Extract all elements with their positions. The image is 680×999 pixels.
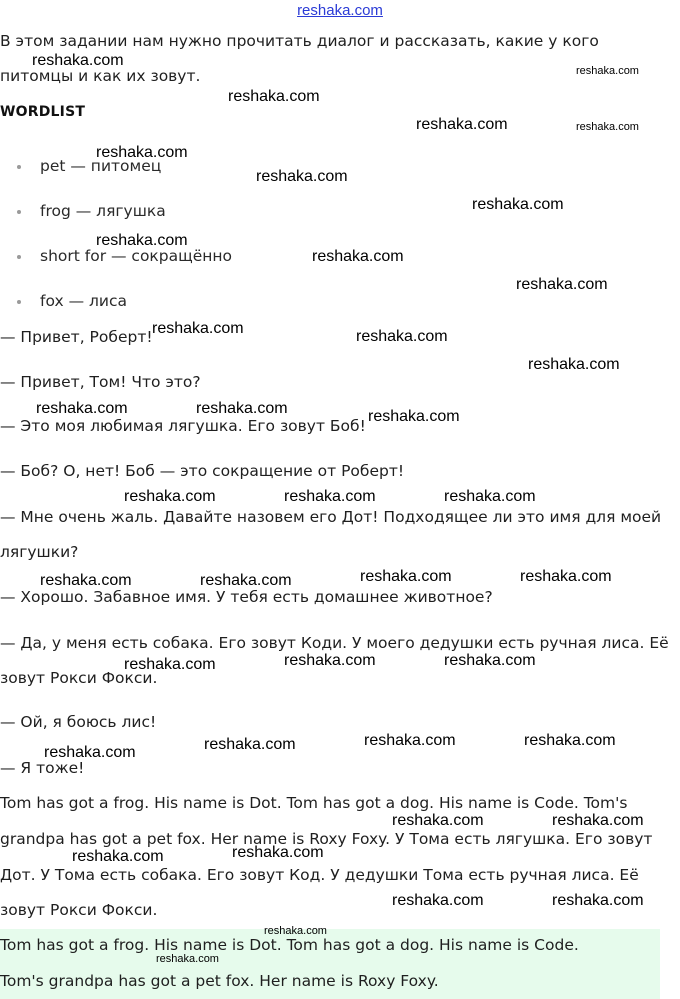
dialogue-line: — Это моя любимая лягушка. Его зовут Боб! [0,417,366,435]
watermark: reshaka.com [516,276,608,293]
dialogue-line: — Привет, Том! Что это? [0,373,201,391]
watermark: reshaka.com [124,656,216,673]
watermark: reshaka.com [32,52,124,69]
watermark: reshaka.com [552,892,644,909]
watermark: reshaka.com [368,408,460,425]
wordlist-item: fox — лиса [40,292,127,310]
watermark: reshaka.com [416,116,508,133]
watermark: reshaka.com [312,248,404,265]
answer-line: Tom has got a frog. His name is Dot. Tom has got a dog. His name is Code. [0,936,579,954]
watermark: reshaka.com [256,168,348,185]
wordlist-item: pet — питомец [40,157,162,175]
bullet-icon [17,210,21,214]
watermark: reshaka.com [444,488,536,505]
summary-line: зовут Рокси Фокси. [0,901,158,919]
summary-line: grandpa has got a pet fox. Her name is Roxy Foxy. У Тома есть лягушка. Его зовут [0,830,653,848]
dialogue-line: — Мне очень жаль. Давайте назовем его Дот! Подходящее ли это имя для моей [0,508,662,526]
answer-line: Tom's grandpa has got a pet fox. Her name is Roxy Foxy. [0,972,439,990]
watermark: reshaka.com [576,65,639,77]
watermark: reshaka.com [196,400,288,417]
watermark: reshaka.com [360,568,452,585]
watermark: reshaka.com [156,953,219,965]
watermark: reshaka.com [356,328,448,345]
dialogue-line: — Я тоже! [0,759,85,777]
watermark: reshaka.com [364,732,456,749]
watermark: reshaka.com [44,744,136,761]
watermark: reshaka.com [152,320,244,337]
watermark: reshaka.com [264,925,327,937]
watermark: reshaka.com [392,812,484,829]
summary-line: Tom has got a frog. His name is Dot. Tom has got a dog. His name is Code. Tom's [0,794,628,812]
wordlist-item: frog — лягушка [40,202,166,220]
bullet-icon [17,165,21,169]
watermark: reshaka.com [36,400,128,417]
watermark: reshaka.com [72,848,164,865]
dialogue-line: лягушки? [0,543,79,561]
watermark: reshaka.com [552,812,644,829]
watermark: reshaka.com [392,892,484,909]
watermark: reshaka.com [444,652,536,669]
watermark: reshaka.com [40,572,132,589]
dialogue-line: зовут Рокси Фокси. [0,669,158,687]
dialogue-line: — Ой, я боюсь лис! [0,713,157,731]
watermark: reshaka.com [96,144,188,161]
watermark: reshaka.com [96,232,188,249]
watermark: reshaka.com [524,732,616,749]
intro-line-1: В этом задании нам нужно прочитать диалог и рассказать, какие у кого [0,32,599,50]
dialogue-line: — Привет, Роберт! [0,328,153,346]
bullet-icon [17,300,21,304]
watermark: reshaka.com [284,488,376,505]
watermark: reshaka.com [520,568,612,585]
watermark: reshaka.com [576,121,639,133]
dialogue-line: — Хорошо. Забавное имя. У тебя есть домашнее животное? [0,588,493,606]
watermark: reshaka.com [232,844,324,861]
watermark: reshaka.com [124,488,216,505]
watermark: reshaka.com [284,652,376,669]
wordlist-item: short for — сокращённо [40,247,233,265]
watermark: reshaka.com [472,196,564,213]
watermark: reshaka.com [204,736,296,753]
wordlist-heading: WORDLIST [0,104,86,120]
summary-line: Дот. У Тома есть собака. Его зовут Код. У дедушки Тома есть ручная лиса. Её [0,866,639,884]
intro-line-2: питомцы и как их зовут. [0,67,201,85]
bullet-icon [17,255,21,259]
watermark: reshaka.com [228,88,320,105]
dialogue-line: — Боб? О, нет! Боб — это сокращение от Роберт! [0,462,405,480]
watermark: reshaka.com [200,572,292,589]
header-link[interactable]: reshaka.com [297,2,383,19]
dialogue-line: — Да, у меня есть собака. Его зовут Коди. У моего дедушки есть ручная лиса. Её [0,634,669,652]
watermark: reshaka.com [528,356,620,373]
